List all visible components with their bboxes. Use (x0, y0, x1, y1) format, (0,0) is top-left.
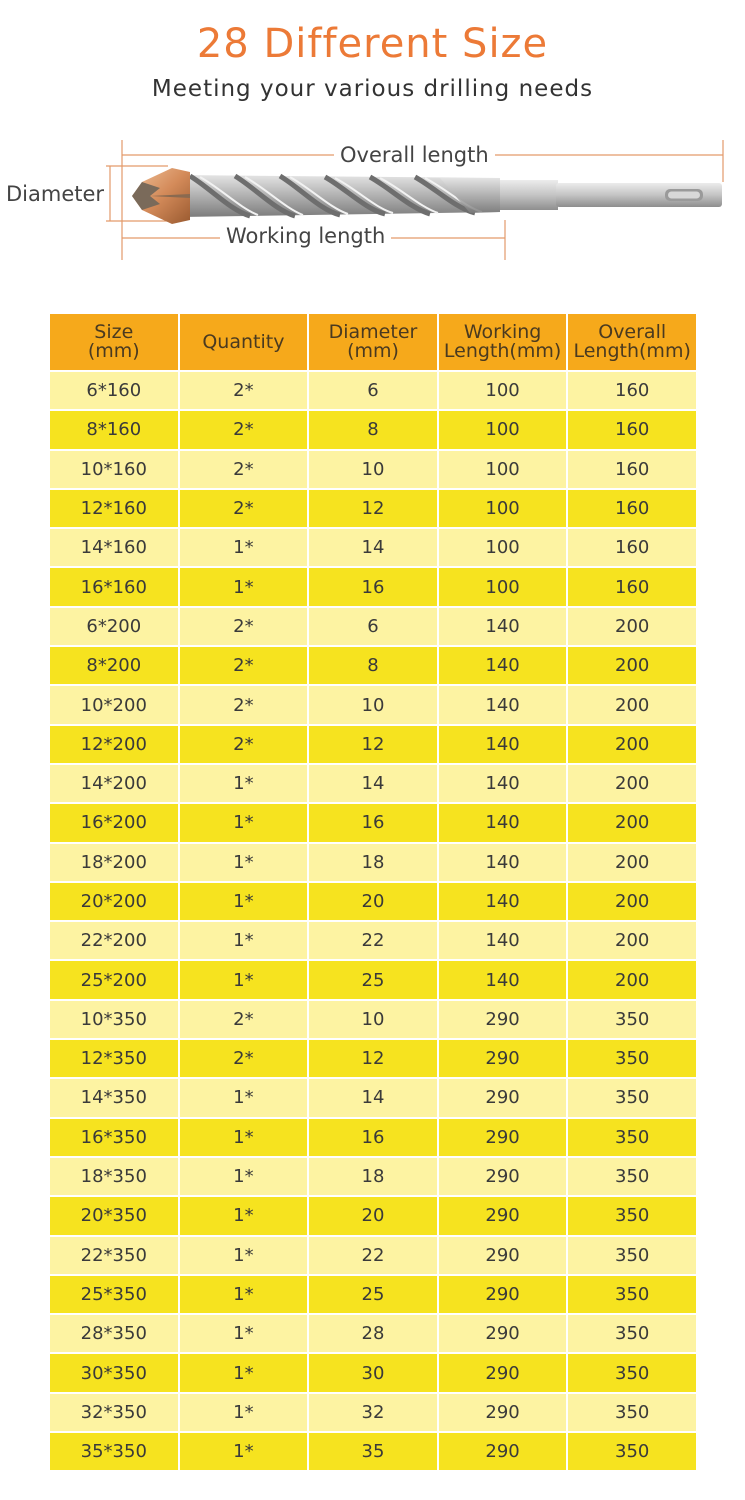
quantity-cell: 1* (180, 883, 308, 920)
table-row (50, 1040, 696, 1077)
quantity-cell: 1* (180, 1315, 308, 1352)
header-working-length: Working Length(mm) (439, 314, 567, 370)
working-length-cell: 140 (439, 883, 567, 920)
working-length-cell: 140 (439, 844, 567, 881)
size-cell: 22*200 (50, 922, 178, 959)
table-row (50, 1276, 696, 1313)
drill-bit-diagram (0, 128, 745, 278)
overall-length-cell: 160 (568, 451, 696, 488)
working-length-cell: 100 (439, 451, 567, 488)
diameter-cell: 14 (309, 1079, 437, 1116)
table-row (50, 647, 696, 684)
size-cell: 16*160 (50, 568, 178, 605)
table-row (50, 726, 696, 763)
table-header-row (50, 314, 696, 370)
working-length-cell: 140 (439, 804, 567, 841)
diameter-cell: 8 (309, 647, 437, 684)
table-row (50, 1079, 696, 1116)
working-length-cell: 290 (439, 1119, 567, 1156)
table-row (50, 1354, 696, 1391)
table-row (50, 1197, 696, 1234)
quantity-cell: 1* (180, 1276, 308, 1313)
diameter-cell: 18 (309, 1158, 437, 1195)
overall-length-cell: 160 (568, 372, 696, 409)
working-length-cell: 100 (439, 490, 567, 527)
table-row (50, 1158, 696, 1195)
overall-length-cell: 350 (568, 1315, 696, 1352)
table-row (50, 608, 696, 645)
diameter-cell: 16 (309, 568, 437, 605)
working-length-cell: 140 (439, 647, 567, 684)
quantity-cell: 1* (180, 1119, 308, 1156)
overall-length-cell: 200 (568, 961, 696, 998)
overall-length-cell: 160 (568, 490, 696, 527)
working-length-cell: 290 (439, 1040, 567, 1077)
overall-length-label: Overall length (334, 142, 495, 168)
quantity-cell: 1* (180, 1394, 308, 1431)
working-length-cell: 290 (439, 1001, 567, 1038)
quantity-cell: 2* (180, 490, 308, 527)
size-cell: 16*200 (50, 804, 178, 841)
table-row (50, 568, 696, 605)
diameter-cell: 25 (309, 961, 437, 998)
overall-length-cell: 200 (568, 844, 696, 881)
working-length-cell: 100 (439, 372, 567, 409)
working-length-cell: 290 (439, 1394, 567, 1431)
size-cell: 8*200 (50, 647, 178, 684)
overall-length-cell: 350 (568, 1001, 696, 1038)
working-length-cell: 100 (439, 411, 567, 448)
working-length-cell: 100 (439, 529, 567, 566)
table-row (50, 1237, 696, 1274)
header-quantity: Quantity (180, 314, 308, 370)
working-length-cell: 290 (439, 1237, 567, 1274)
table-row (50, 1394, 696, 1431)
quantity-cell: 1* (180, 1197, 308, 1234)
working-length-cell: 140 (439, 726, 567, 763)
table-row (50, 451, 696, 488)
overall-length-cell: 350 (568, 1158, 696, 1195)
size-cell: 20*350 (50, 1197, 178, 1234)
quantity-cell: 2* (180, 647, 308, 684)
size-cell: 14*160 (50, 529, 178, 566)
table-row (50, 1001, 696, 1038)
diameter-cell: 22 (309, 922, 437, 959)
working-length-cell: 140 (439, 961, 567, 998)
table-row (50, 529, 696, 566)
diameter-cell: 6 (309, 608, 437, 645)
quantity-cell: 1* (180, 1079, 308, 1116)
size-cell: 10*350 (50, 1001, 178, 1038)
quantity-cell: 1* (180, 922, 308, 959)
overall-length-cell: 350 (568, 1433, 696, 1470)
table-row (50, 844, 696, 881)
quantity-cell: 2* (180, 608, 308, 645)
size-cell: 10*160 (50, 451, 178, 488)
table-row (50, 686, 696, 723)
overall-length-cell: 350 (568, 1197, 696, 1234)
quantity-cell: 2* (180, 1001, 308, 1038)
diameter-cell: 22 (309, 1237, 437, 1274)
working-length-cell: 140 (439, 608, 567, 645)
size-cell: 22*350 (50, 1237, 178, 1274)
size-cell: 20*200 (50, 883, 178, 920)
overall-length-cell: 160 (568, 529, 696, 566)
diameter-cell: 12 (309, 726, 437, 763)
size-cell: 14*200 (50, 765, 178, 802)
diameter-cell: 12 (309, 490, 437, 527)
quantity-cell: 2* (180, 411, 308, 448)
size-cell: 32*350 (50, 1394, 178, 1431)
working-length-cell: 290 (439, 1276, 567, 1313)
diameter-cell: 16 (309, 804, 437, 841)
working-length-cell: 290 (439, 1079, 567, 1116)
overall-length-cell: 200 (568, 883, 696, 920)
working-length-cell: 290 (439, 1158, 567, 1195)
table-row (50, 883, 696, 920)
header-diameter: Diameter (mm) (309, 314, 437, 370)
diameter-label: Diameter (2, 181, 108, 207)
diameter-cell: 32 (309, 1394, 437, 1431)
quantity-cell: 1* (180, 804, 308, 841)
quantity-cell: 2* (180, 726, 308, 763)
diameter-cell: 10 (309, 451, 437, 488)
diameter-cell: 30 (309, 1354, 437, 1391)
quantity-cell: 1* (180, 765, 308, 802)
size-table (48, 312, 698, 1472)
size-cell: 35*350 (50, 1433, 178, 1470)
working-length-cell: 100 (439, 568, 567, 605)
working-length-cell: 140 (439, 765, 567, 802)
diameter-cell: 20 (309, 883, 437, 920)
overall-length-cell: 200 (568, 647, 696, 684)
working-length-label: Working length (220, 223, 391, 249)
size-cell: 12*200 (50, 726, 178, 763)
quantity-cell: 1* (180, 1158, 308, 1195)
size-cell: 25*350 (50, 1276, 178, 1313)
page-subtitle: Meeting your various drilling needs (151, 76, 594, 102)
table-row (50, 961, 696, 998)
overall-length-cell: 200 (568, 608, 696, 645)
diameter-cell: 25 (309, 1276, 437, 1313)
size-cell: 30*350 (50, 1354, 178, 1391)
table-row (50, 1433, 696, 1470)
working-length-cell: 290 (439, 1197, 567, 1234)
overall-length-cell: 200 (568, 804, 696, 841)
table-body (50, 372, 696, 1470)
size-cell: 18*350 (50, 1158, 178, 1195)
quantity-cell: 1* (180, 1433, 308, 1470)
size-cell: 16*350 (50, 1119, 178, 1156)
size-cell: 6*200 (50, 608, 178, 645)
diameter-cell: 14 (309, 765, 437, 802)
size-cell: 18*200 (50, 844, 178, 881)
diameter-cell: 8 (309, 411, 437, 448)
quantity-cell: 1* (180, 568, 308, 605)
diameter-cell: 14 (309, 529, 437, 566)
diameter-cell: 18 (309, 844, 437, 881)
size-cell: 8*160 (50, 411, 178, 448)
size-cell: 6*160 (50, 372, 178, 409)
page-title: 28 Different Size (196, 21, 549, 67)
table-row (50, 1119, 696, 1156)
size-cell: 10*200 (50, 686, 178, 723)
diameter-cell: 20 (309, 1197, 437, 1234)
quantity-cell: 1* (180, 529, 308, 566)
working-length-cell: 140 (439, 922, 567, 959)
quantity-cell: 1* (180, 844, 308, 881)
table-row (50, 490, 696, 527)
overall-length-cell: 200 (568, 765, 696, 802)
overall-length-cell: 350 (568, 1040, 696, 1077)
overall-length-cell: 200 (568, 922, 696, 959)
quantity-cell: 2* (180, 686, 308, 723)
quantity-cell: 2* (180, 451, 308, 488)
diameter-cell: 10 (309, 686, 437, 723)
size-cell: 25*200 (50, 961, 178, 998)
header-overall-length: Overall Length(mm) (568, 314, 696, 370)
diameter-cell: 12 (309, 1040, 437, 1077)
working-length-cell: 290 (439, 1433, 567, 1470)
overall-length-cell: 350 (568, 1079, 696, 1116)
quantity-cell: 2* (180, 372, 308, 409)
overall-length-cell: 200 (568, 686, 696, 723)
size-cell: 28*350 (50, 1315, 178, 1352)
quantity-cell: 1* (180, 961, 308, 998)
overall-length-cell: 350 (568, 1276, 696, 1313)
overall-length-cell: 350 (568, 1394, 696, 1431)
table-row (50, 411, 696, 448)
diameter-cell: 28 (309, 1315, 437, 1352)
overall-length-cell: 350 (568, 1354, 696, 1391)
size-cell: 12*160 (50, 490, 178, 527)
size-cell: 12*350 (50, 1040, 178, 1077)
size-cell: 14*350 (50, 1079, 178, 1116)
quantity-cell: 1* (180, 1354, 308, 1391)
diameter-cell: 35 (309, 1433, 437, 1470)
overall-length-cell: 160 (568, 568, 696, 605)
working-length-cell: 140 (439, 686, 567, 723)
table-row (50, 765, 696, 802)
table-row (50, 804, 696, 841)
overall-length-cell: 200 (568, 726, 696, 763)
diameter-cell: 6 (309, 372, 437, 409)
overall-length-cell: 350 (568, 1119, 696, 1156)
working-length-cell: 290 (439, 1315, 567, 1352)
overall-length-cell: 160 (568, 411, 696, 448)
quantity-cell: 2* (180, 1040, 308, 1077)
table-row (50, 372, 696, 409)
table-row (50, 1315, 696, 1352)
quantity-cell: 1* (180, 1237, 308, 1274)
working-length-cell: 290 (439, 1354, 567, 1391)
diameter-cell: 16 (309, 1119, 437, 1156)
header-size: Size (mm) (50, 314, 178, 370)
diameter-cell: 10 (309, 1001, 437, 1038)
overall-length-cell: 350 (568, 1237, 696, 1274)
table-row (50, 922, 696, 959)
